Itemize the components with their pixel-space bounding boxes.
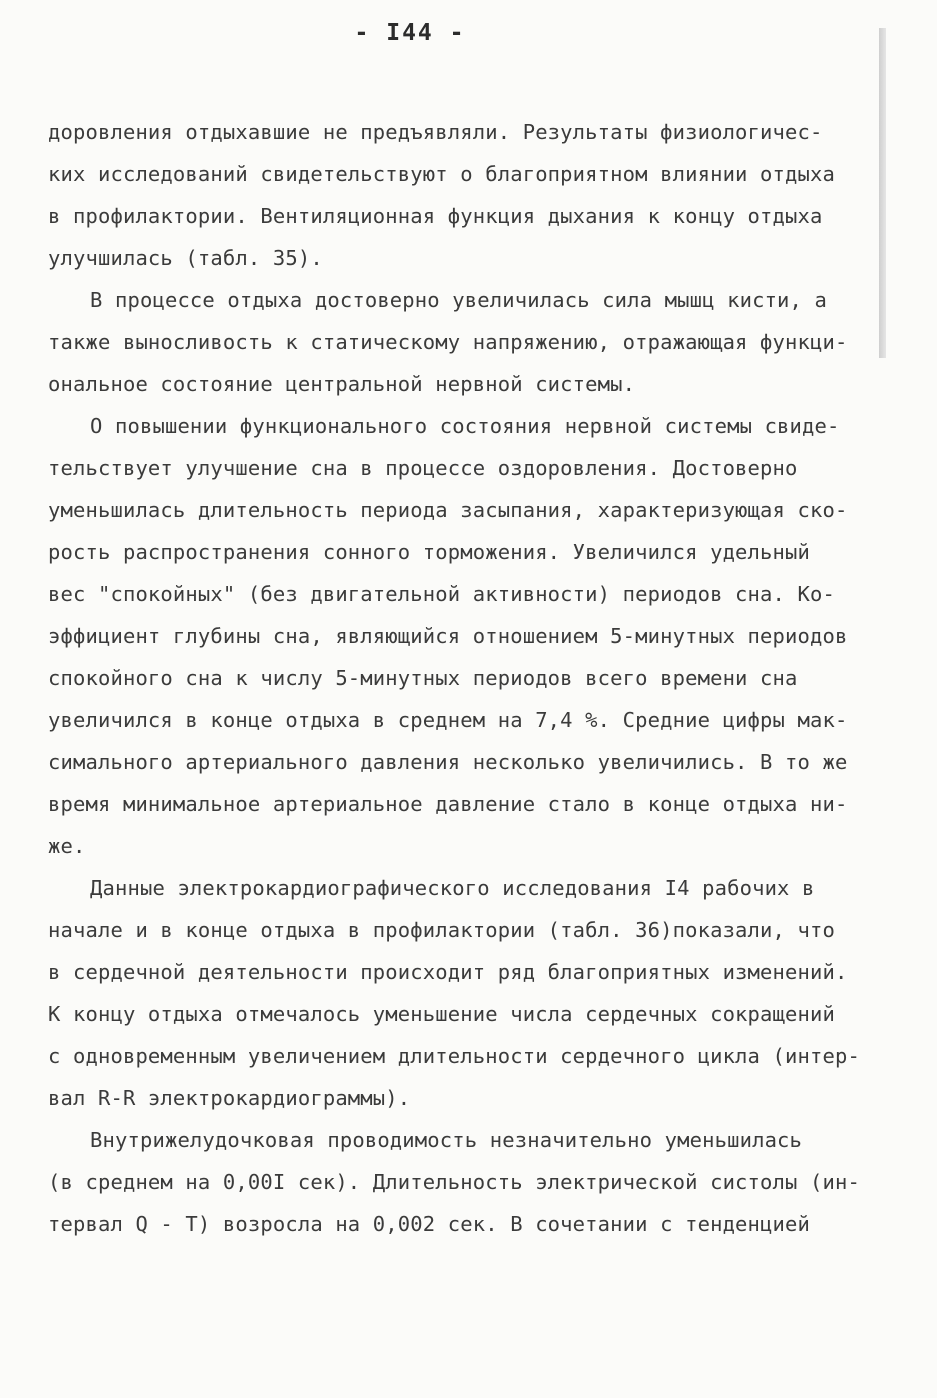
text-line: доровления отдыхавшие не предъявляли. Результаты физиологичес- — [48, 120, 823, 144]
text-line: в профилактории. Вентиляционная функция дыхания к концу отдыха — [48, 204, 823, 228]
text-line: В процессе отдыха достоверно увеличилась сила мышц кисти, а — [90, 288, 828, 312]
text-line: рость распространения сонного торможения. Увеличился удельный — [48, 540, 811, 564]
text-line: тервал Q - T) возросла на 0,002 сек. В сочетании с тенденцией — [48, 1212, 811, 1236]
text-line: увеличился в конце отдыха в среднем на 7,4 %. Средние цифры мак- — [48, 708, 848, 732]
page-edge-shadow — [879, 28, 886, 358]
text-line: симального артериального давления несколько увеличились. В то же — [48, 750, 848, 774]
text-line: тельствует улучшение сна в процессе оздоровления. Достоверно — [48, 456, 798, 480]
text-line: ональное состояние центральной нервной системы. — [48, 372, 636, 396]
text-line: спокойного сна к числу 5-минутных периодов всего времени сна — [48, 666, 798, 690]
text-line: вал R-R электрокардиограммы). — [48, 1086, 411, 1110]
text-line: О повышении функционального состояния нервной системы свиде- — [90, 414, 840, 438]
text-line: (в среднем на 0,00I сек). Длительность электрической систолы (ин- — [48, 1170, 860, 1194]
page-number: - I44 - — [354, 20, 466, 46]
text-line: Данные электрокардиографического исследования I4 рабочих в — [90, 876, 815, 900]
text-line: время минимальное артериальное давление стало в конце отдыха ни- — [48, 792, 848, 816]
text-line: уменьшилась длительность периода засыпания, характеризующая ско- — [48, 498, 848, 522]
text-line: с одновременным увеличением длительности сердечного цикла (интер- — [48, 1044, 860, 1068]
text-line: Внутрижелудочковая проводимость незначительно уменьшилась — [90, 1128, 803, 1152]
text-line: же. — [48, 834, 86, 858]
text-line: улучшилась (табл. 35). — [48, 246, 323, 270]
text-line: начале и в конце отдыха в профилактории (табл. 36)показали, что — [48, 918, 835, 942]
text-line: ких исследований свидетельствуют о благоприятном влиянии отдыха — [48, 162, 835, 186]
text-line: эффициент глубины сна, являющийся отношением 5-минутных периодов — [48, 624, 848, 648]
text-line: в сердечной деятельности происходит ряд благоприятных изменений. — [48, 960, 848, 984]
text-line: вес "спокойных" (без двигательной активности) периодов сна. Ко- — [48, 582, 835, 606]
text-line: К концу отдыха отмечалось уменьшение числа сердечных сокращений — [48, 1002, 835, 1026]
text-line: также выносливость к статическому напряжению, отражающая функци- — [48, 330, 848, 354]
